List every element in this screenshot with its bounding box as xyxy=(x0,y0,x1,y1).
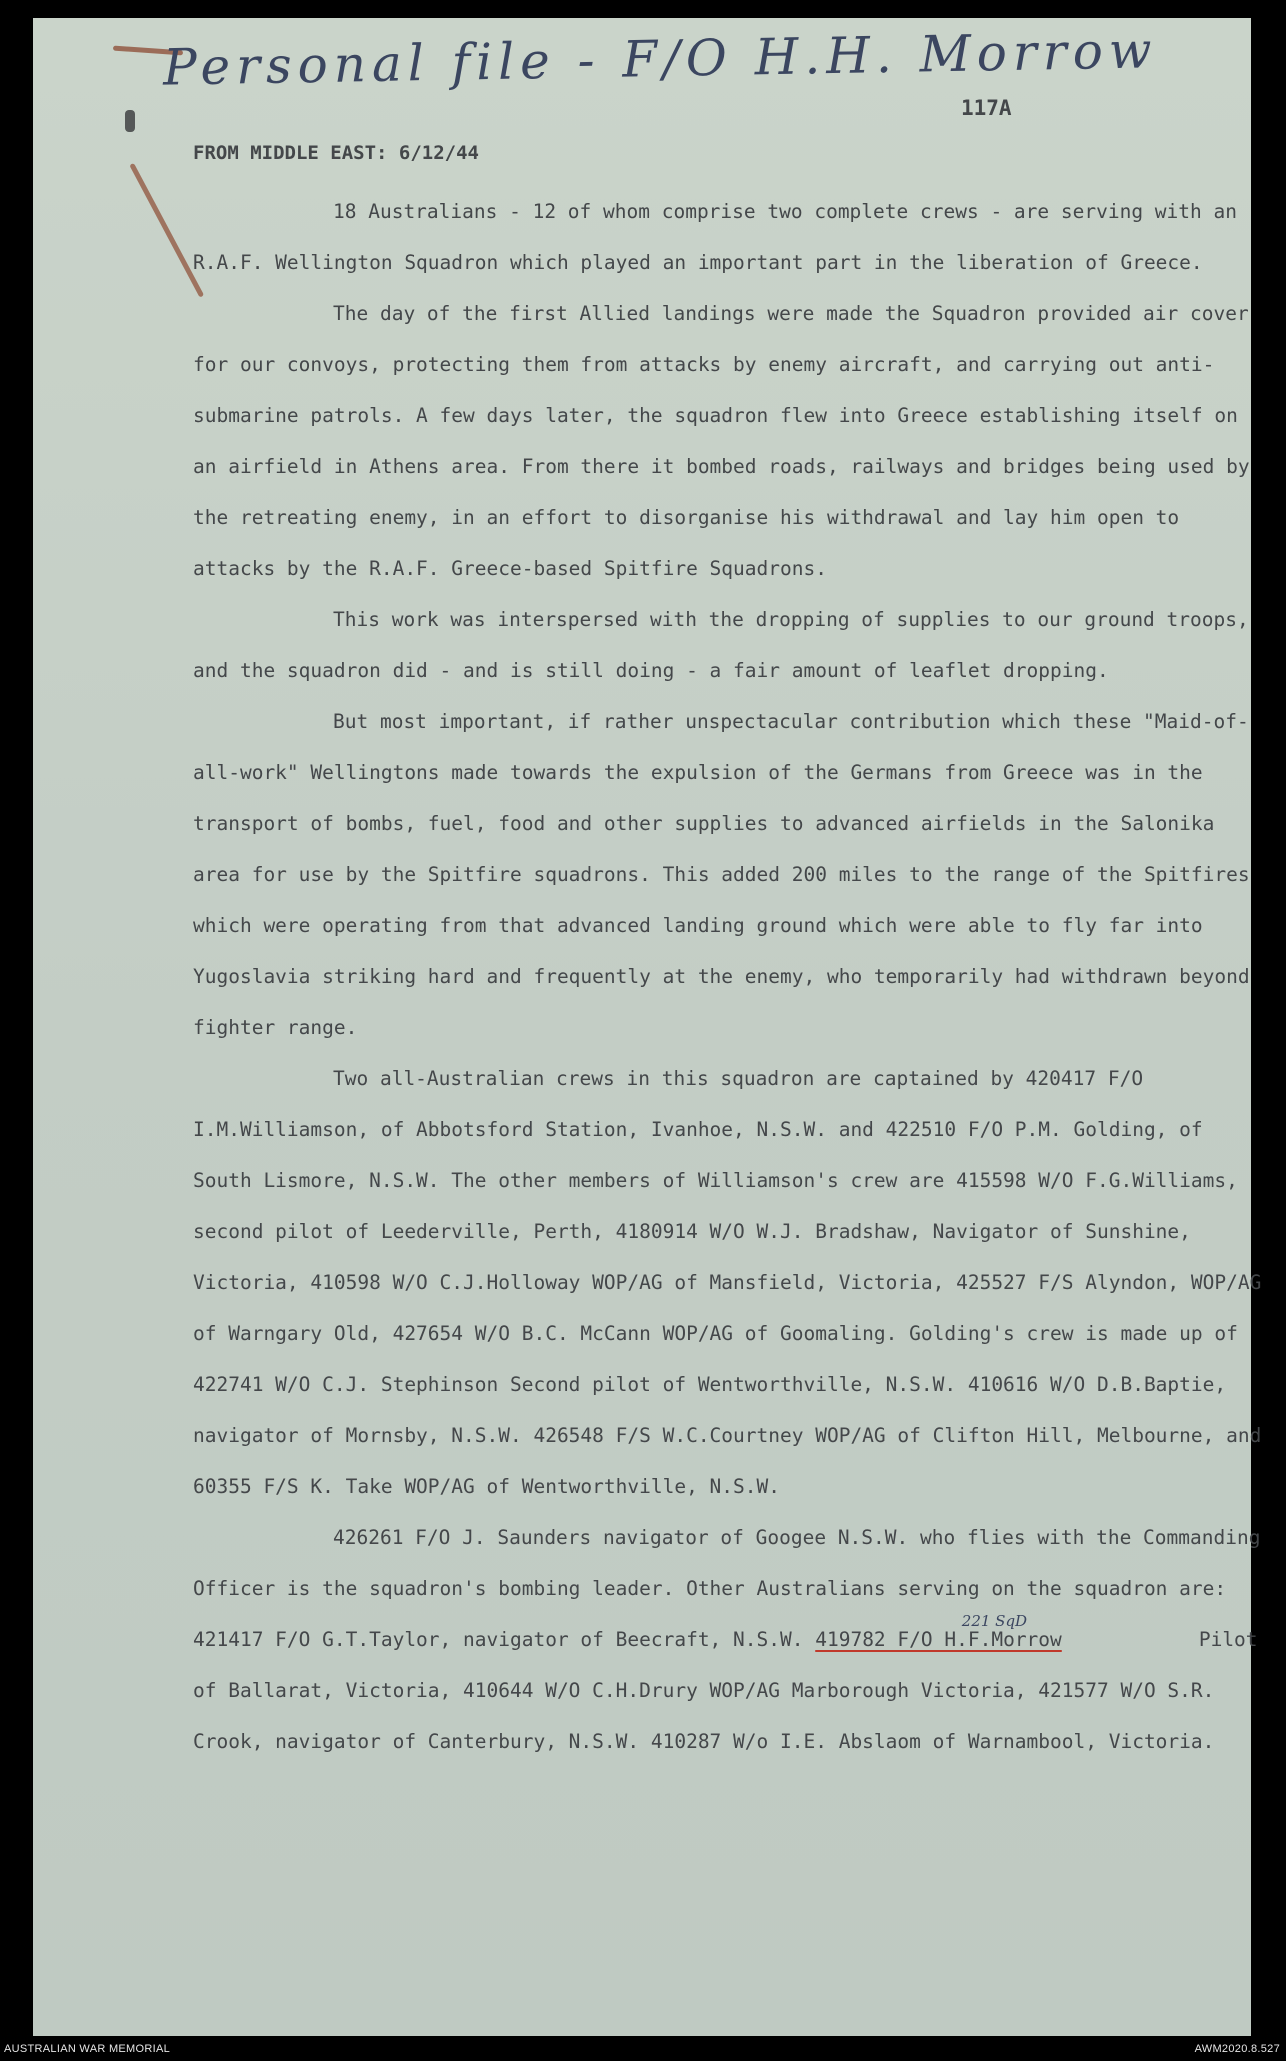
paragraph-last xyxy=(193,1512,1273,1767)
footer-accession-number: AWM2020.8.527 xyxy=(1194,2043,1280,2055)
document-body xyxy=(193,186,1273,1767)
document-page xyxy=(33,18,1262,2036)
paragraph: But most important, if rather unspectacular contribution which these "Maid-of-all-work" Wellingtons made towards the expulsion of the Germans from Greece was in the transport of bombs, fuel, food and other supplies to advanced airfields in the Salonika area for use by the Spitfire squadrons. This added 200 miles to the range of the Spitfires which were operating from that advanced landing ground which were able to fly far into Yugoslavia striking hard and frequently at the enemy, who temporarily had withdrawn beyond fighter range. xyxy=(193,710,1250,1039)
folio-number: 117A xyxy=(961,96,1012,120)
paragraph: The day of the first Allied landings were made the Squadron provided air cover for our convoys, protecting them from attacks by enemy aircraft, and carrying out anti-submarine patrols. A few days later, the squadron flew into Greece establishing itself on an airfield in Athens area. From there it bombed roads, railways and bridges being used by the retreating enemy, in an effort to disorganise his withdrawal and lay him open to attacks by the R.A.F. Greece-based Spitfire Squadrons. xyxy=(193,302,1250,580)
paragraph-text: Pilot of Ballarat, Victoria, 410644 W/O C.H.Drury WOP/AG Marborough Victoria, 421577 W/O S.R. Crook, navigator of Canterbury, N.S.W. 410287 W/o I.E. Abslaom of Warnambool, Victoria. xyxy=(193,1628,1258,1753)
punch-hole-mark xyxy=(125,110,135,132)
paragraph: This work was interspersed with the dropping of supplies to our ground troops, and the squadron did - and is still doing - a fair amount of leaflet dropping. xyxy=(193,608,1249,682)
paragraph-text: 426261 F/O J. Saunders navigator of Googee N.S.W. who flies with the Commanding Officer is the squadron's bombing leader. Other Australians serving on the squadron are: 421417 F/O G.T.Taylor, navigator of Beecraft, N.S.W. xyxy=(193,1526,1261,1651)
handwritten-annotation: 221 SqD xyxy=(961,1612,1028,1630)
footer-source: AUSTRALIAN WAR MEMORIAL xyxy=(4,2043,171,2055)
underlined-name: 419782 F/O H.F.Morrow xyxy=(815,1628,1062,1651)
paragraph: Two all-Australian crews in this squadron are captained by 420417 F/O I.M.Williamson, of Abbotsford Station, Ivanhoe, N.S.W. and 422510 F/O P.M. Golding, of South Lismore, N.S.W. The other members of Williamson's crew are 415598 W/O F.G.Williams, second pilot of Leederville, Perth, 4180914 W/O W.J. Bradshaw, Navigator of Sunshine, Victoria, 410598 W/O C.J.Holloway WOP/AG of Mansfield, Victoria, 425527 F/S Alyndon, WOP/AG of Warngary Old, 427654 W/O B.C. McCann WOP/AG of Goomaling. Golding's crew is made up of 422741 W/O C.J. Stephinson Second pilot of Wentworthville, N.S.W. 410616 W/O D.B.Baptie, navigator of Mornsby, N.S.W. 426548 F/S W.C.Courtney WOP/AG of Clifton Hill, Melbourne, and 60355 F/S K. Take WOP/AG of Wentworthville, N.S.W. xyxy=(193,1067,1262,1498)
handwritten-file-title: Personal file - F/O H.H. Morrow xyxy=(162,21,1159,97)
paragraph: 18 Australians - 12 of whom comprise two complete crews - are serving with an R.A.F. Wellington Squadron which played an important part in the liberation of Greece. xyxy=(193,200,1237,274)
dateline: FROM MIDDLE EAST: 6/12/44 xyxy=(193,142,479,164)
